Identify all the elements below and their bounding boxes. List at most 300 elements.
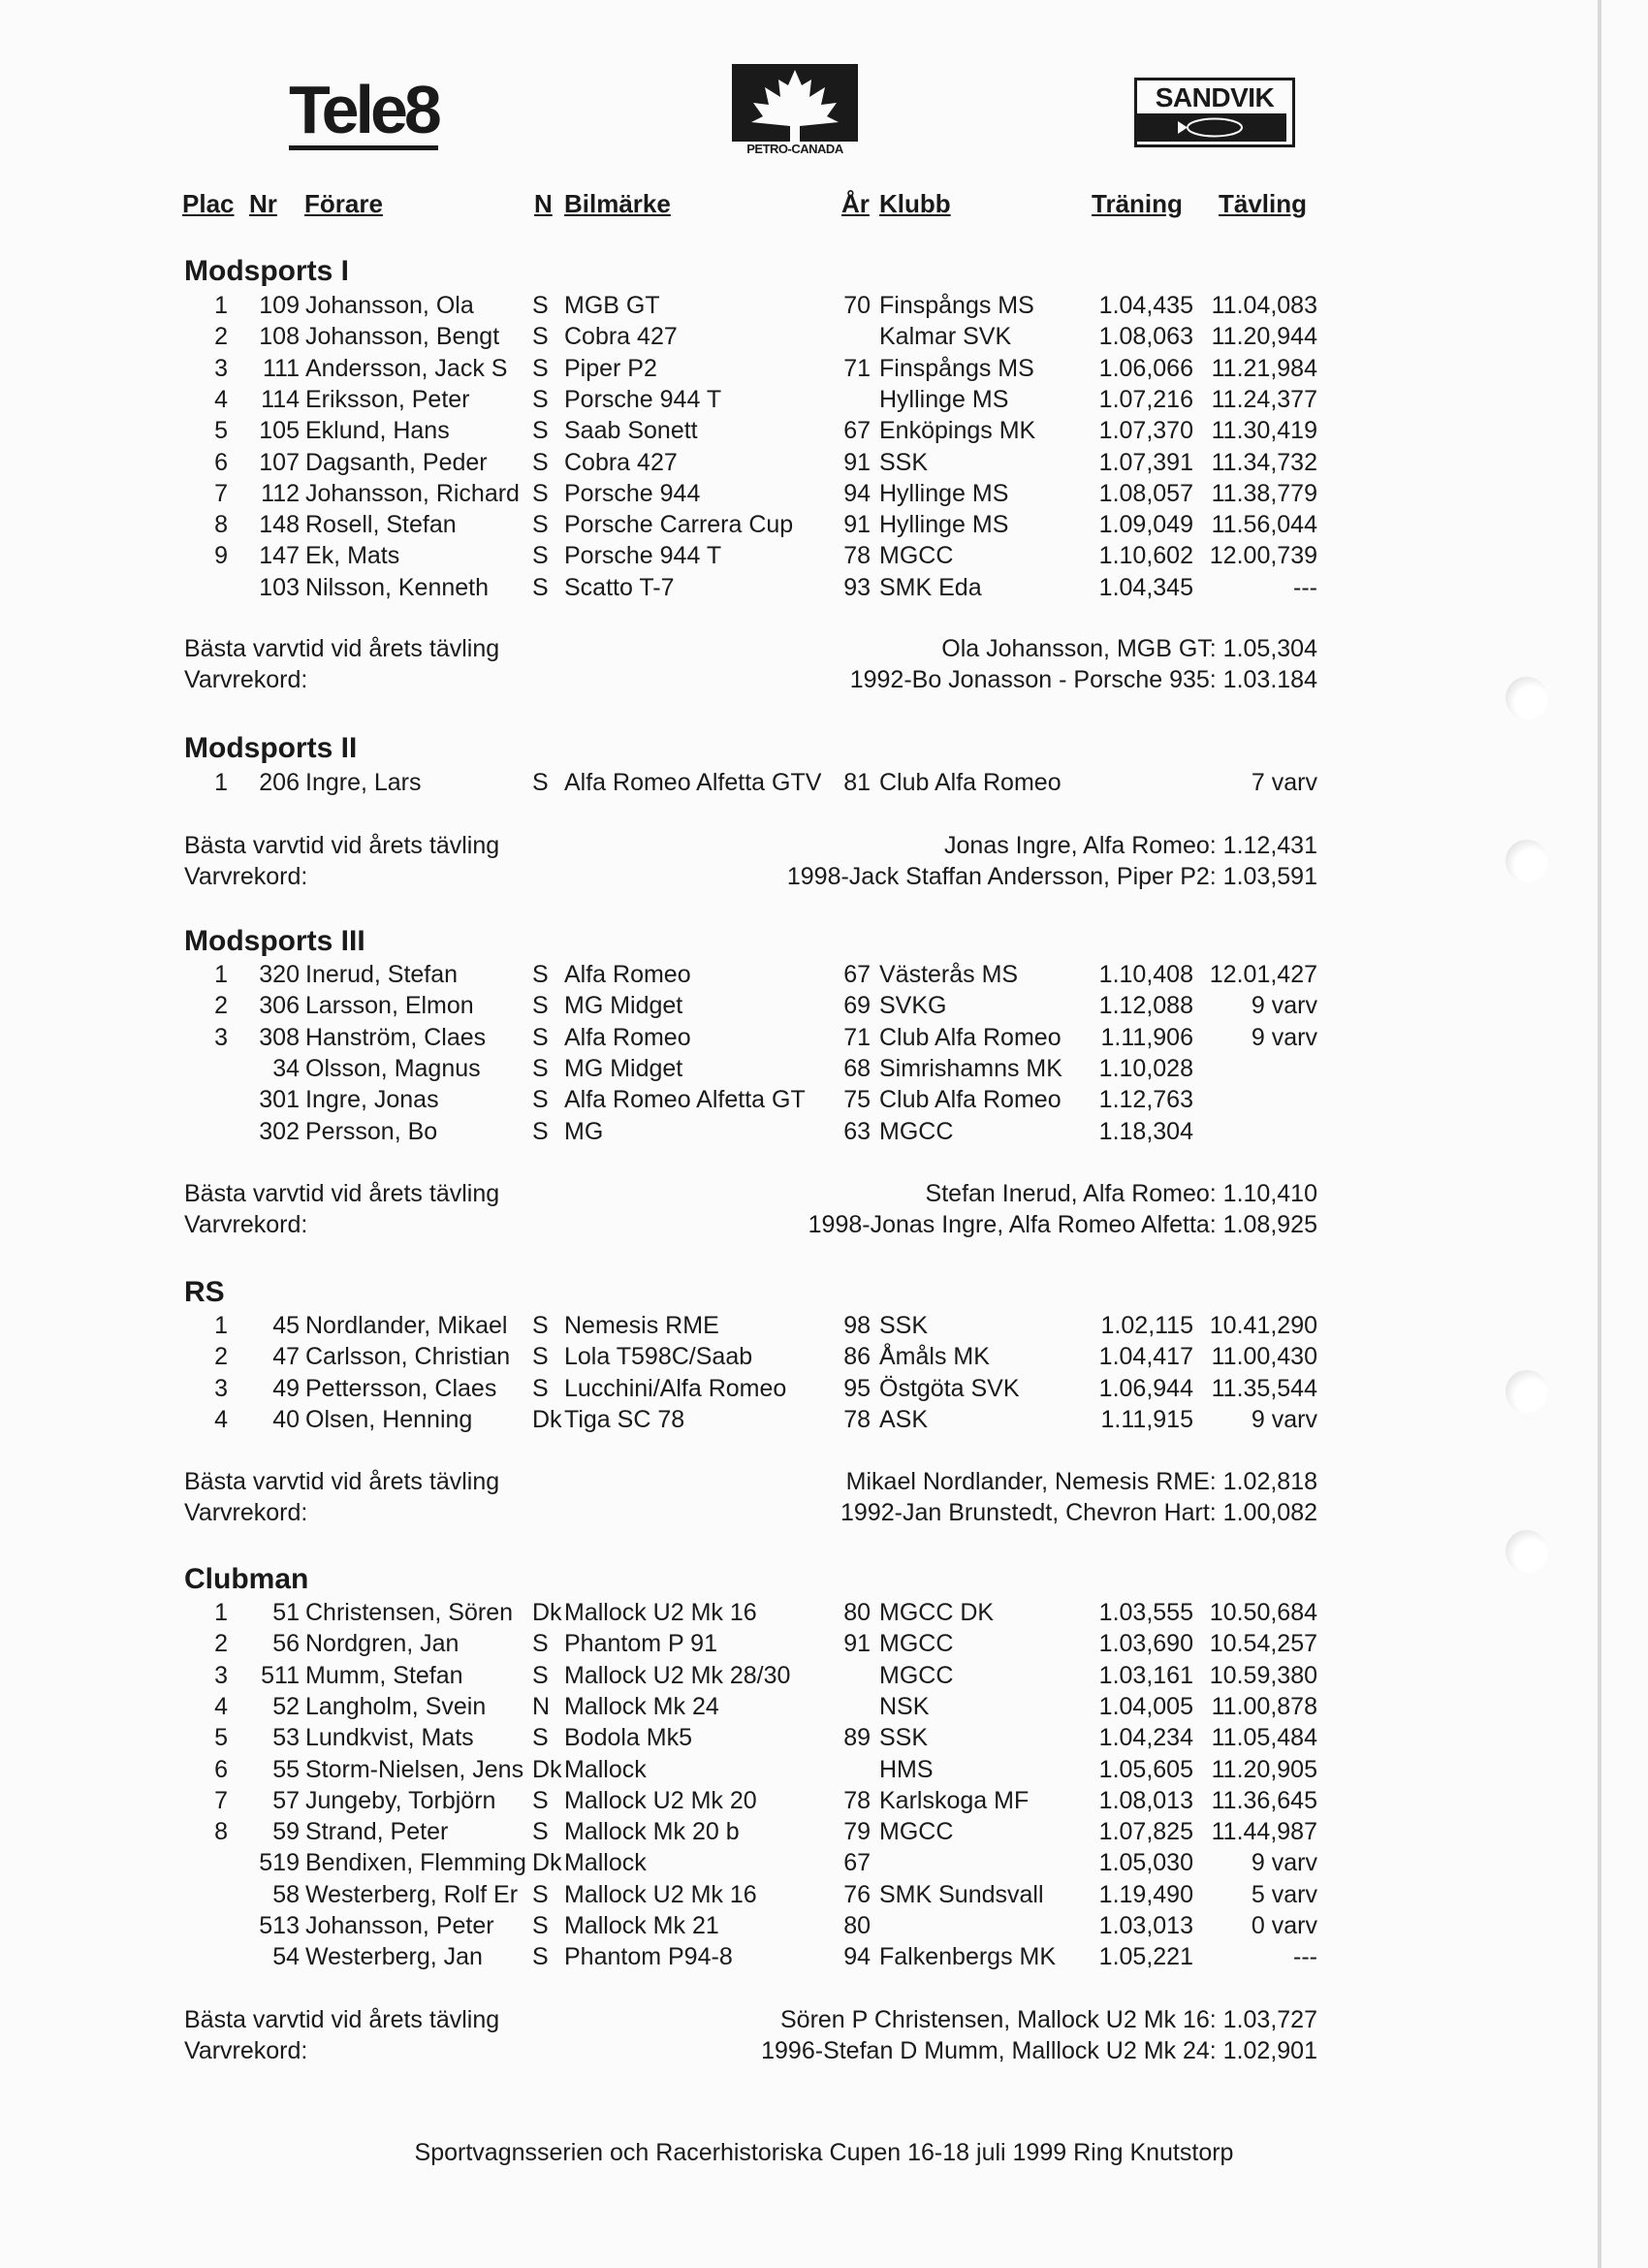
cell-tavling: 5 varv (1251, 1880, 1317, 1908)
cell-ar: 69 (843, 992, 871, 1020)
punch-hole (1505, 1370, 1548, 1413)
cell-plac: 1 (214, 1312, 228, 1339)
cell-ar: 78 (843, 1786, 871, 1814)
cell-n: S (532, 1818, 549, 1846)
cell-nr: 59 (272, 1818, 300, 1846)
cell-ar: 91 (843, 1630, 871, 1658)
cell-bil: MG Midget (564, 1054, 683, 1082)
lap-record-label: Varvrekord: (184, 1211, 308, 1238)
cell-plac: 3 (214, 1374, 228, 1402)
cell-plac: 3 (214, 354, 228, 382)
section-title: Clubman (184, 1563, 309, 1595)
cell-traning: 1.12,763 (1098, 1086, 1193, 1114)
cell-klubb: SMK Eda (879, 573, 982, 601)
cell-tavling: 11.20,905 (1211, 1755, 1317, 1783)
cell-ar: 94 (843, 479, 871, 507)
cell-ar: 91 (843, 448, 871, 476)
lap-record-label: Varvrekord: (184, 2037, 308, 2064)
sandvik-logo (1134, 78, 1295, 147)
cell-n: Dk (532, 1849, 562, 1877)
cell-tavling: 11.00,878 (1211, 1692, 1317, 1720)
cell-traning: 1.03,690 (1098, 1630, 1193, 1658)
cell-klubb: Club Alfa Romeo (879, 1086, 1062, 1114)
cell-klubb: MGCC (879, 1661, 954, 1689)
section-title: Modsports I (184, 255, 349, 287)
best-lap-value: Sören P Christensen, Mallock U2 Mk 16: 1.03,727 (780, 2006, 1317, 2033)
cell-forare: Olsson, Magnus (305, 1054, 481, 1082)
cell-plac: 3 (214, 1023, 228, 1051)
cell-forare: Langholm, Svein (305, 1692, 487, 1720)
cell-plac: 1 (214, 961, 228, 988)
best-lap-label: Bästa varvtid vid årets tävling (184, 1468, 500, 1495)
cell-n: Dk (532, 1599, 562, 1626)
cell-n: S (532, 511, 549, 539)
cell-nr: 108 (259, 323, 300, 351)
cell-nr: 103 (259, 573, 300, 601)
cell-forare: Nordlander, Mikael (305, 1312, 508, 1339)
cell-bil: Porsche 944 (564, 479, 701, 507)
cell-forare: Hanström, Claes (305, 1023, 487, 1051)
cell-forare: Larsson, Elmon (305, 992, 474, 1020)
cell-forare: Dagsanth, Peder (305, 448, 488, 476)
cell-klubb: NSK (879, 1692, 930, 1720)
cell-bil: Mallock U2 Mk 28/30 (564, 1661, 791, 1689)
cell-nr: 47 (272, 1343, 300, 1371)
cell-tavling: 11.44,987 (1211, 1818, 1317, 1846)
cell-klubb: Enköpings MK (879, 417, 1036, 445)
cell-tavling: 11.56,044 (1211, 511, 1317, 539)
cell-bil: Phantom P94-8 (564, 1943, 733, 1971)
cell-klubb: Västerås MS (879, 961, 1019, 988)
cell-ar: 80 (843, 1912, 871, 1939)
cell-bil: Alfa Romeo Alfetta GTV (564, 769, 822, 796)
best-lap-value: Mikael Nordlander, Nemesis RME: 1.02,818 (845, 1468, 1317, 1495)
cell-klubb: Finspångs MS (879, 292, 1034, 319)
cell-ar: 98 (843, 1312, 871, 1339)
cell-forare: Johansson, Richard (305, 479, 520, 507)
cell-klubb: MGCC (879, 1630, 954, 1658)
cell-forare: Persson, Bo (305, 1117, 438, 1145)
cell-tavling: 9 varv (1251, 1405, 1317, 1433)
cell-tavling: --- (1293, 573, 1317, 601)
cell-plac: 6 (214, 448, 228, 476)
cell-forare: Johansson, Bengt (305, 323, 500, 351)
cell-traning: 1.08,057 (1098, 479, 1193, 507)
cell-klubb: Club Alfa Romeo (879, 1023, 1062, 1051)
cell-traning: 1.03,555 (1098, 1599, 1193, 1626)
cell-klubb: Hyllinge MS (879, 511, 1009, 539)
cell-nr: 306 (259, 992, 300, 1020)
cell-traning: 1.07,391 (1098, 448, 1193, 476)
cell-tavling: 9 varv (1251, 992, 1317, 1020)
cell-nr: 57 (272, 1786, 300, 1814)
tele8-logo: Tele8 (289, 76, 438, 150)
cell-nr: 107 (259, 448, 300, 476)
cell-traning: 1.10,028 (1098, 1054, 1193, 1082)
cell-n: S (532, 1912, 549, 1939)
lap-record-value: 1992-Bo Jonasson - Porsche 935: 1.03.184 (849, 666, 1317, 693)
cell-klubb: Hyllinge MS (879, 385, 1009, 413)
col-header-klubb: Klubb (879, 189, 951, 218)
cell-ar: 89 (843, 1724, 871, 1752)
cell-tavling: 11.24,377 (1211, 385, 1317, 413)
cell-nr: 308 (259, 1023, 300, 1051)
cell-klubb: Kalmar SVK (879, 323, 1012, 351)
cell-bil: Cobra 427 (564, 448, 678, 476)
cell-n: S (532, 354, 549, 382)
paper-edge (1598, 0, 1601, 2268)
cell-bil: Mallock U2 Mk 20 (564, 1786, 757, 1814)
cell-forare: Eklund, Hans (305, 417, 450, 445)
cell-plac: 1 (214, 769, 228, 796)
cell-n: S (532, 1023, 549, 1051)
cell-traning: 1.07,370 (1098, 417, 1193, 445)
cell-forare: Johansson, Ola (305, 292, 474, 319)
punch-hole (1505, 1530, 1548, 1573)
cell-nr: 45 (272, 1312, 300, 1339)
lap-record-label: Varvrekord: (184, 1499, 308, 1526)
cell-bil: Saab Sonett (564, 417, 698, 445)
cell-plac: 4 (214, 1405, 228, 1433)
cell-n: S (532, 573, 549, 601)
section-title: Modsports III (184, 925, 365, 957)
cell-nr: 105 (259, 417, 300, 445)
petro-canada-wordmark: PETRO-CANADA (746, 142, 843, 156)
cell-traning: 1.05,605 (1098, 1755, 1193, 1783)
cell-forare: Andersson, Jack S (305, 354, 508, 382)
cell-bil: Alfa Romeo (564, 1023, 691, 1051)
cell-tavling: 0 varv (1251, 1912, 1317, 1939)
cell-ar: 63 (843, 1117, 871, 1145)
lap-record-value: 1996-Stefan D Mumm, Malllock U2 Mk 24: 1.02,901 (761, 2037, 1317, 2064)
cell-ar: 86 (843, 1343, 871, 1371)
cell-n: S (532, 1117, 549, 1145)
cell-n: Dk (532, 1755, 562, 1783)
cell-nr: 112 (261, 479, 300, 507)
cell-bil: Mallock Mk 21 (564, 1912, 719, 1939)
cell-tavling: --- (1293, 1943, 1317, 1971)
best-lap-value: Stefan Inerud, Alfa Romeo: 1.10,410 (925, 1180, 1317, 1207)
cell-traning: 1.11,906 (1100, 1023, 1193, 1051)
best-lap-value: Ola Johansson, MGB GT: 1.05,304 (941, 635, 1317, 662)
best-lap-label: Bästa varvtid vid årets tävling (184, 635, 500, 662)
cell-traning: 1.09,049 (1098, 511, 1193, 539)
cell-klubb: Club Alfa Romeo (879, 769, 1062, 796)
cell-forare: Johansson, Peter (305, 1912, 494, 1939)
cell-traning: 1.03,161 (1098, 1661, 1193, 1689)
cell-n: S (532, 417, 549, 445)
cell-nr: 34 (272, 1054, 300, 1082)
punch-hole (1505, 677, 1548, 719)
cell-bil: Tiga SC 78 (564, 1405, 685, 1433)
cell-forare: Lundkvist, Mats (305, 1724, 474, 1752)
cell-ar: 67 (843, 417, 871, 445)
cell-plac: 5 (214, 417, 228, 445)
cell-ar: 67 (843, 1849, 871, 1877)
col-header-nr: Nr (249, 189, 277, 218)
cell-forare: Inerud, Stefan (305, 961, 459, 988)
cell-n: N (532, 1692, 551, 1720)
cell-nr: 301 (259, 1086, 300, 1114)
section-title: Modsports II (184, 732, 358, 764)
cell-plac: 7 (214, 479, 228, 507)
cell-nr: 114 (261, 385, 300, 413)
col-header-ar: År (841, 189, 870, 218)
cell-klubb: MGCC (879, 1117, 954, 1145)
lap-record-label: Varvrekord: (184, 666, 308, 693)
cell-bil: Alfa Romeo (564, 961, 691, 988)
cell-traning: 1.10,602 (1098, 542, 1193, 570)
cell-traning: 1.04,234 (1098, 1724, 1193, 1752)
cell-plac: 2 (214, 323, 228, 351)
cell-tavling: 12.00,739 (1209, 542, 1317, 570)
col-header-tavling: Tävling (1219, 189, 1308, 218)
cell-tavling: 11.04,083 (1211, 292, 1317, 319)
cell-ar: 80 (843, 1599, 871, 1626)
cell-tavling: 10.54,257 (1209, 1630, 1317, 1658)
cell-n: S (532, 1724, 549, 1752)
cell-nr: 56 (272, 1630, 300, 1658)
cell-bil: Mallock U2 Mk 16 (564, 1880, 757, 1908)
cell-ar: 68 (843, 1054, 871, 1082)
cell-n: S (532, 385, 549, 413)
cell-plac: 5 (214, 1724, 228, 1752)
cell-klubb: SMK Sundsvall (879, 1880, 1044, 1908)
cell-n: S (532, 1312, 549, 1339)
cell-tavling: 10.59,380 (1209, 1661, 1317, 1689)
lap-record-value: 1992-Jan Brunstedt, Chevron Hart: 1.00,082 (840, 1499, 1317, 1526)
cell-nr: 148 (259, 511, 300, 539)
cell-tavling: 9 varv (1251, 1849, 1317, 1877)
section-title: RS (184, 1276, 225, 1308)
cell-nr: 53 (272, 1724, 300, 1752)
cell-tavling: 10.41,290 (1209, 1312, 1317, 1339)
cell-nr: 206 (259, 769, 300, 796)
cell-traning: 1.07,216 (1098, 385, 1193, 413)
cell-nr: 511 (261, 1661, 300, 1689)
cell-plac: 4 (214, 1692, 228, 1720)
cell-nr: 147 (259, 542, 300, 570)
cell-bil: Porsche 944 T (564, 385, 722, 413)
cell-plac: 9 (214, 542, 228, 570)
cell-bil: Lucchini/Alfa Romeo (564, 1374, 787, 1402)
cell-traning: 1.08,063 (1098, 323, 1193, 351)
cell-forare: Nordgren, Jan (305, 1630, 460, 1658)
cell-bil: MG (564, 1117, 604, 1145)
cell-tavling: 7 varv (1251, 769, 1317, 796)
cell-klubb: Östgöta SVK (879, 1374, 1020, 1402)
cell-bil: Mallock (564, 1755, 647, 1783)
cell-tavling: 11.20,944 (1211, 323, 1317, 351)
cell-forare: Olsen, Henning (305, 1405, 473, 1433)
cell-forare: Ingre, Jonas (305, 1086, 439, 1114)
cell-klubb: SSK (879, 1724, 929, 1752)
col-header-n: N (534, 189, 553, 218)
cell-n: S (532, 1943, 549, 1971)
cell-klubb: ASK (879, 1405, 929, 1433)
col-header-forare: Förare (304, 189, 383, 218)
cell-forare: Jungeby, Torbjörn (305, 1786, 496, 1814)
cell-klubb: Simrishamns MK (879, 1054, 1062, 1082)
cell-plac: 2 (214, 1630, 228, 1658)
cell-klubb: Finspångs MS (879, 354, 1034, 382)
cell-tavling: 12.01,427 (1209, 961, 1317, 988)
cell-forare: Strand, Peter (305, 1818, 449, 1846)
cell-bil: Mallock Mk 20 b (564, 1818, 740, 1846)
cell-n: S (532, 542, 549, 570)
col-header-bilmarke: Bilmärke (564, 189, 671, 218)
cell-tavling: 11.00,430 (1211, 1343, 1317, 1371)
cell-nr: 40 (272, 1405, 300, 1433)
cell-tavling: 9 varv (1251, 1023, 1317, 1051)
cell-nr: 54 (272, 1943, 300, 1971)
cell-nr: 51 (272, 1599, 300, 1626)
cell-n: S (532, 323, 549, 351)
cell-n: Dk (532, 1405, 562, 1433)
cell-klubb: Åmåls MK (879, 1343, 990, 1371)
col-header-plac: Plac (182, 189, 235, 218)
cell-tavling: 11.30,419 (1211, 417, 1317, 445)
best-lap-label: Bästa varvtid vid årets tävling (184, 832, 500, 859)
cell-traning: 1.04,005 (1098, 1692, 1193, 1720)
cell-ar: 79 (843, 1818, 871, 1846)
cell-tavling: 10.50,684 (1209, 1599, 1317, 1626)
cell-klubb: MGCC DK (879, 1599, 995, 1626)
cell-plac: 3 (214, 1661, 228, 1689)
cell-traning: 1.18,304 (1098, 1117, 1193, 1145)
cell-forare: Mumm, Stefan (305, 1661, 463, 1689)
cell-plac: 1 (214, 292, 228, 319)
sandvik-wordmark: SANDVIK (1155, 82, 1275, 112)
cell-traning: 1.04,345 (1098, 573, 1193, 601)
cell-klubb: Karlskoga MF (879, 1786, 1030, 1814)
cell-forare: Westerberg, Rolf Er (305, 1880, 519, 1908)
cell-plac: 2 (214, 1343, 228, 1371)
cell-ar: 76 (843, 1880, 871, 1908)
cell-klubb: MGCC (879, 542, 954, 570)
cell-n: S (532, 1086, 549, 1114)
cell-klubb: Hyllinge MS (879, 479, 1009, 507)
cell-tavling: 11.21,984 (1211, 354, 1317, 382)
cell-ar: 75 (843, 1086, 871, 1114)
best-lap-value: Jonas Ingre, Alfa Romeo: 1.12,431 (944, 832, 1317, 859)
cell-n: S (532, 448, 549, 476)
cell-nr: 49 (272, 1374, 300, 1402)
cell-n: S (532, 1343, 549, 1371)
cell-ar: 91 (843, 511, 871, 539)
cell-ar: 94 (843, 1943, 871, 1971)
cell-klubb: Falkenbergs MK (879, 1943, 1057, 1971)
cell-bil: Mallock (564, 1849, 647, 1877)
best-lap-label: Bästa varvtid vid årets tävling (184, 1180, 500, 1207)
cell-bil: Bodola Mk5 (564, 1724, 693, 1752)
cell-tavling: 11.34,732 (1211, 448, 1317, 476)
cell-ar: 95 (843, 1374, 871, 1402)
cell-bil: MG Midget (564, 992, 683, 1020)
cell-plac: 7 (214, 1786, 228, 1814)
cell-bil: MGB GT (564, 292, 660, 319)
cell-tavling: 11.35,544 (1211, 1374, 1317, 1402)
cell-forare: Pettersson, Claes (305, 1374, 497, 1402)
cell-nr: 519 (259, 1849, 300, 1877)
cell-ar: 81 (843, 769, 871, 796)
cell-tavling: 11.05,484 (1211, 1724, 1317, 1752)
cell-klubb: SSK (879, 1312, 929, 1339)
cell-ar: 67 (843, 961, 871, 988)
cell-klubb: SSK (879, 448, 929, 476)
cell-ar: 78 (843, 1405, 871, 1433)
cell-forare: Rosell, Stefan (305, 511, 457, 539)
cell-nr: 513 (259, 1912, 300, 1939)
cell-ar: 70 (843, 292, 871, 319)
cell-forare: Eriksson, Peter (305, 385, 470, 413)
cell-traning: 1.05,221 (1098, 1943, 1193, 1971)
cell-n: S (532, 479, 549, 507)
cell-traning: 1.07,825 (1098, 1818, 1193, 1846)
cell-forare: Westerberg, Jan (305, 1943, 483, 1971)
cell-traning: 1.06,066 (1098, 354, 1193, 382)
cell-traning: 1.04,435 (1098, 292, 1193, 319)
cell-ar: 71 (843, 1023, 871, 1051)
cell-klubb: HMS (879, 1755, 934, 1783)
cell-traning: 1.06,944 (1098, 1374, 1193, 1402)
cell-bil: Phantom P 91 (564, 1630, 717, 1658)
petro-canada-logo (732, 64, 858, 142)
cell-nr: 52 (272, 1692, 300, 1720)
cell-forare: Bendixen, Flemming (305, 1849, 526, 1877)
cell-traning: 1.12,088 (1098, 992, 1193, 1020)
punch-hole (1505, 840, 1548, 882)
cell-nr: 302 (259, 1117, 300, 1145)
cell-n: S (532, 769, 549, 796)
cell-traning: 1.04,417 (1098, 1343, 1193, 1371)
cell-traning: 1.08,013 (1098, 1786, 1193, 1814)
cell-traning: 1.05,030 (1098, 1849, 1193, 1877)
lap-record-label: Varvrekord: (184, 863, 308, 890)
best-lap-label: Bästa varvtid vid årets tävling (184, 2006, 500, 2033)
cell-traning: 1.10,408 (1098, 961, 1193, 988)
cell-bil: Nemesis RME (564, 1312, 719, 1339)
cell-tavling: 11.36,645 (1211, 1786, 1317, 1814)
lap-record-value: 1998-Jack Staffan Andersson, Piper P2: 1.03,591 (786, 863, 1317, 890)
cell-plac: 8 (214, 1818, 228, 1846)
cell-forare: Carlsson, Christian (305, 1343, 511, 1371)
cell-bil: Porsche 944 T (564, 542, 722, 570)
cell-plac: 2 (214, 992, 228, 1020)
cell-n: S (532, 1786, 549, 1814)
footer-text: Sportvagnsserien och Racerhistoriska Cupen 16-18 juli 1999 Ring Knutstorp (414, 2139, 1234, 2166)
cell-forare: Nilsson, Kenneth (305, 573, 490, 601)
cell-klubb: MGCC (879, 1818, 954, 1846)
cell-n: S (532, 1054, 549, 1082)
cell-forare: Ingre, Lars (305, 769, 422, 796)
cell-bil: Mallock Mk 24 (564, 1692, 719, 1720)
cell-tavling: 11.38,779 (1211, 479, 1317, 507)
cell-plac: 1 (214, 1599, 228, 1626)
cell-n: S (532, 1661, 549, 1689)
cell-n: S (532, 292, 549, 319)
cell-traning: 1.03,013 (1098, 1912, 1193, 1939)
cell-klubb: SVKG (879, 992, 947, 1020)
cell-plac: 8 (214, 511, 228, 539)
cell-bil: Piper P2 (564, 354, 657, 382)
cell-nr: 320 (259, 961, 300, 988)
cell-forare: Storm-Nielsen, Jens (305, 1755, 524, 1783)
cell-nr: 111 (262, 354, 300, 382)
cell-n: S (532, 1630, 549, 1658)
cell-bil: Mallock U2 Mk 16 (564, 1599, 757, 1626)
cell-plac: 4 (214, 385, 228, 413)
